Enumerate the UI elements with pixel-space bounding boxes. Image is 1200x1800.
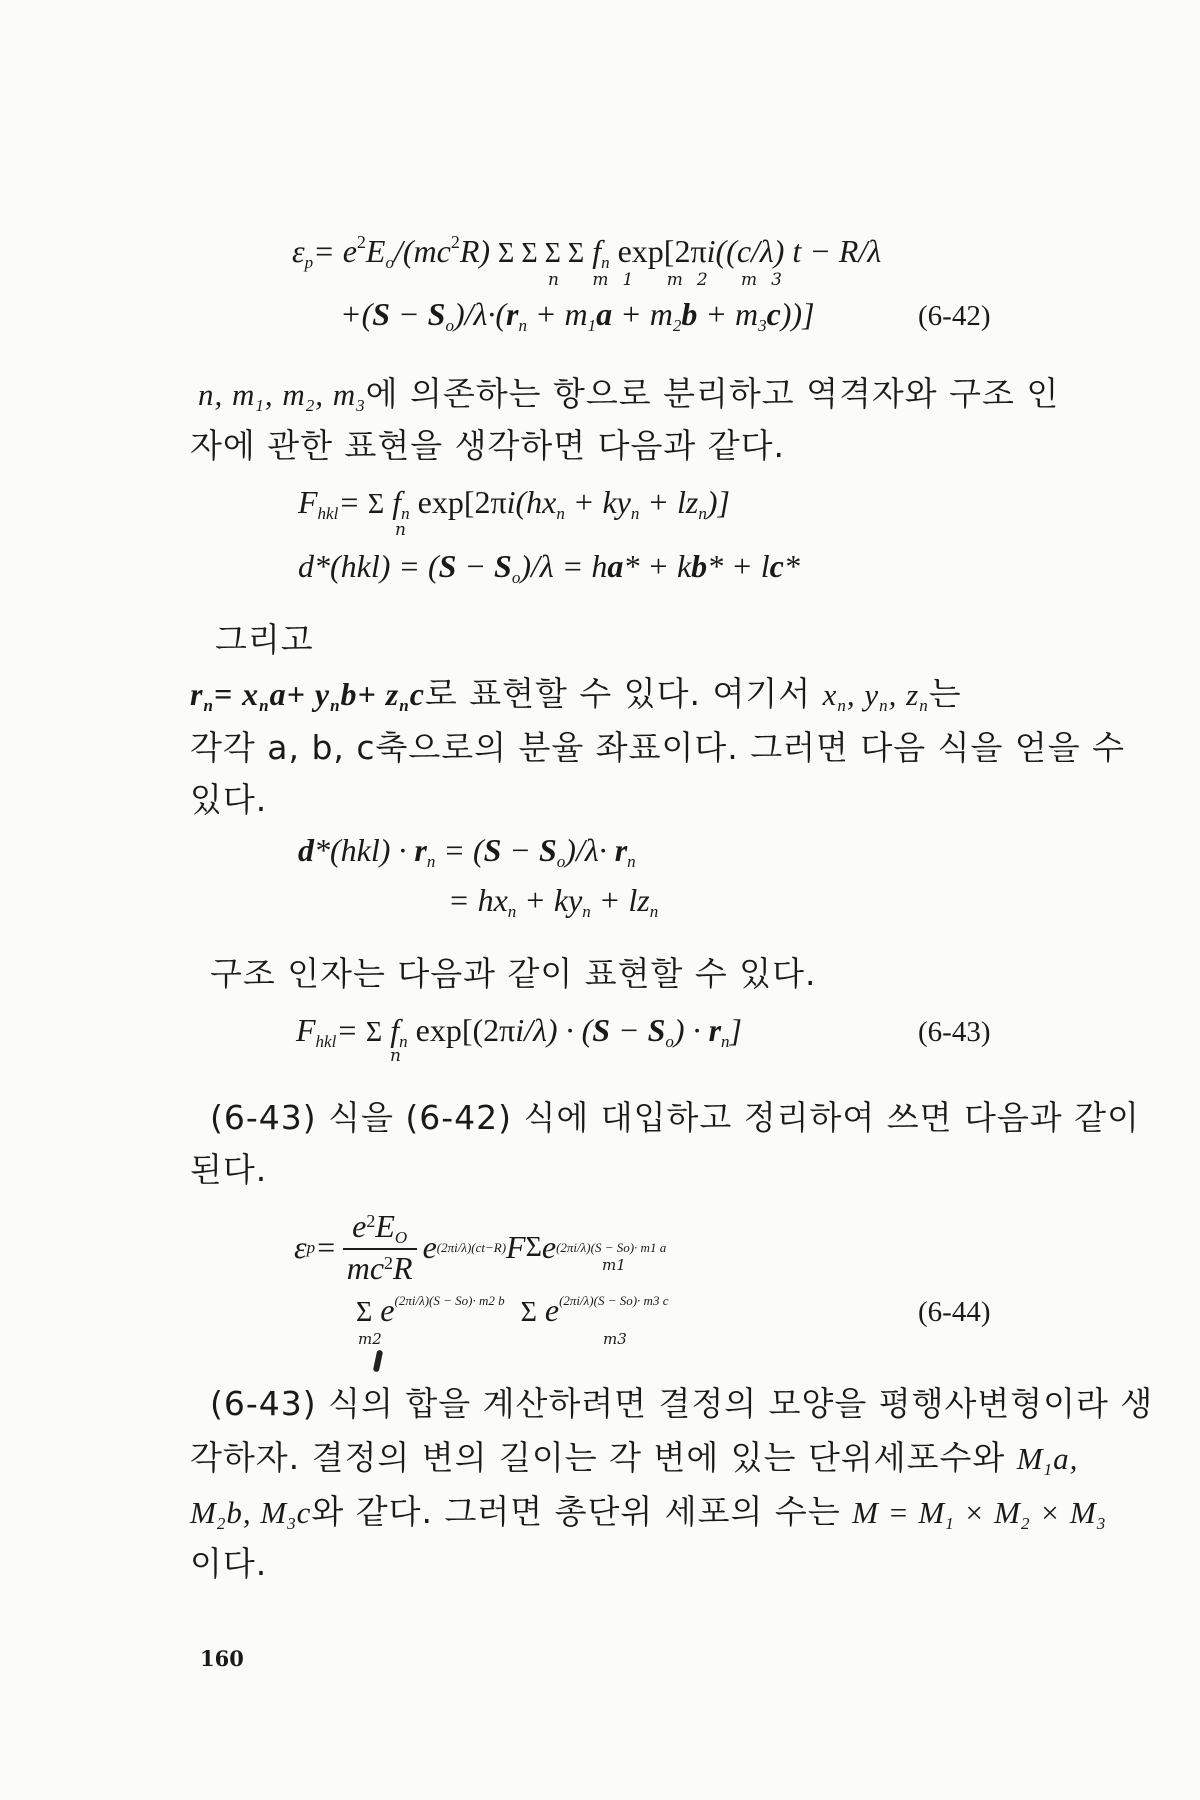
equation-6-42-line2: $+(S - S_o)/\lambda\cdot(r_n + m_1a + m_2b + m_3c)$)] [340,296,815,335]
equation-6-44-line1: ε p = $\frac{e^2E_O}{mc^2R}$ e (2πi/λ)(ct−R) F Σ e (2πi/λ)(S − So)· m1 a [294,1208,667,1286]
paragraph-2-line-3: 있다. [190,780,268,819]
sum-index-m1: m1 [602,1256,626,1274]
paragraph-5-line-3: $M_2b$, $M_3c$와 같다. 그러면 총단위 세포의 수는 $M = M_1 \times M_2 \times M_3$ [190,1492,1107,1533]
equation-structure-factor: $F_{hkl}= \Sigma$ $f_n$ $\exp[2\pi i(hx_n + ky_n + lz_n)]$ [298,484,730,523]
equation-number-6-44: (6-44) [918,1296,991,1328]
paragraph-5-line-2: 각하자. 결정의 변의 길이는 각 변에 있는 단위세포수와 $M_1a$, [190,1438,1079,1479]
sum-indices: n m1 m2 m3 [548,270,796,290]
equation-dot-product-line2: = $hx_n + ky_n + lz_n$ [448,882,659,921]
sum-index-m2: m2 [358,1330,382,1348]
equation-number-6-42: (6-42) [918,300,991,332]
sum-index-n-2: n [390,1046,401,1066]
equation-number-6-43: (6-43) [918,1016,991,1048]
equation-reciprocal-vector: $d*(hkl) = (S - S_o)/\lambda = ha* + kb* + lc*$ [298,548,800,587]
equation-6-43: $F_{hkl}= \Sigma$ $f_n$ $\exp[(2\pi i/\lambda) \cdot (S - S_o) \cdot r_n]$ [296,1012,742,1051]
paragraph-4-line-2: 된다. [190,1150,268,1189]
equation-dot-product-line1: $d*(hkl) \cdot r_n = (S - S_o)/\lambda\cdot r_n$ [298,832,636,871]
paragraph-4-line-1: (6-43) 식을 (6-42) 식에 대입하고 정리하여 쓰면 다음과 같이 [210,1098,1140,1137]
equation-6-42-line1: $\varepsilon_p= e^2E_o/(mc^2R)$ Σ Σ Σ Σ $f_n$ exp[2πi((c/λ) t − R/λ [292,232,882,272]
sum-index-n: n [395,520,406,540]
paragraph-5-line-4: 이다. [190,1544,268,1583]
sum-index-m3: m3 [603,1330,627,1348]
page-number: 160 [200,1646,244,1671]
paragraph-2-line-1: $r_n= x_na+ y_nb+ z_nc$로 표현할 수 있다. 여기서 $x_n$, $y_n$, $z_n$는 [190,674,962,715]
paragraph-3: 구조 인자는 다음과 같이 표현할 수 있다. [210,954,817,993]
paragraph-2-line-2: 각각 a, b, c축으로의 분율 좌표이다. 그러면 다음 식을 얻을 수 [190,728,1125,767]
paragraph-5-line-1: (6-43) 식의 합을 계산하려면 결정의 모양을 평행사변형이라 생 [210,1384,1154,1423]
paragraph-1-line-1: n, $m_1$, $m_2$, $m_3$에 의존하는 항으로 분리하고 역격자와 구조 인 [198,374,1060,415]
paragraph-1-line-2: 자에 관한 표현을 생각하면 다음과 같다. [190,426,785,465]
paragraph-2-word: 그리고 [215,620,314,659]
equation-6-44-line2: Σ $e^{(2\pi i/\lambda)(S - So)\cdot m2 b}$ Σ $e^{(2\pi i/\lambda)(S - So)\cdot m3 c}$ [356,1292,669,1328]
ink-mark [373,1350,383,1373]
